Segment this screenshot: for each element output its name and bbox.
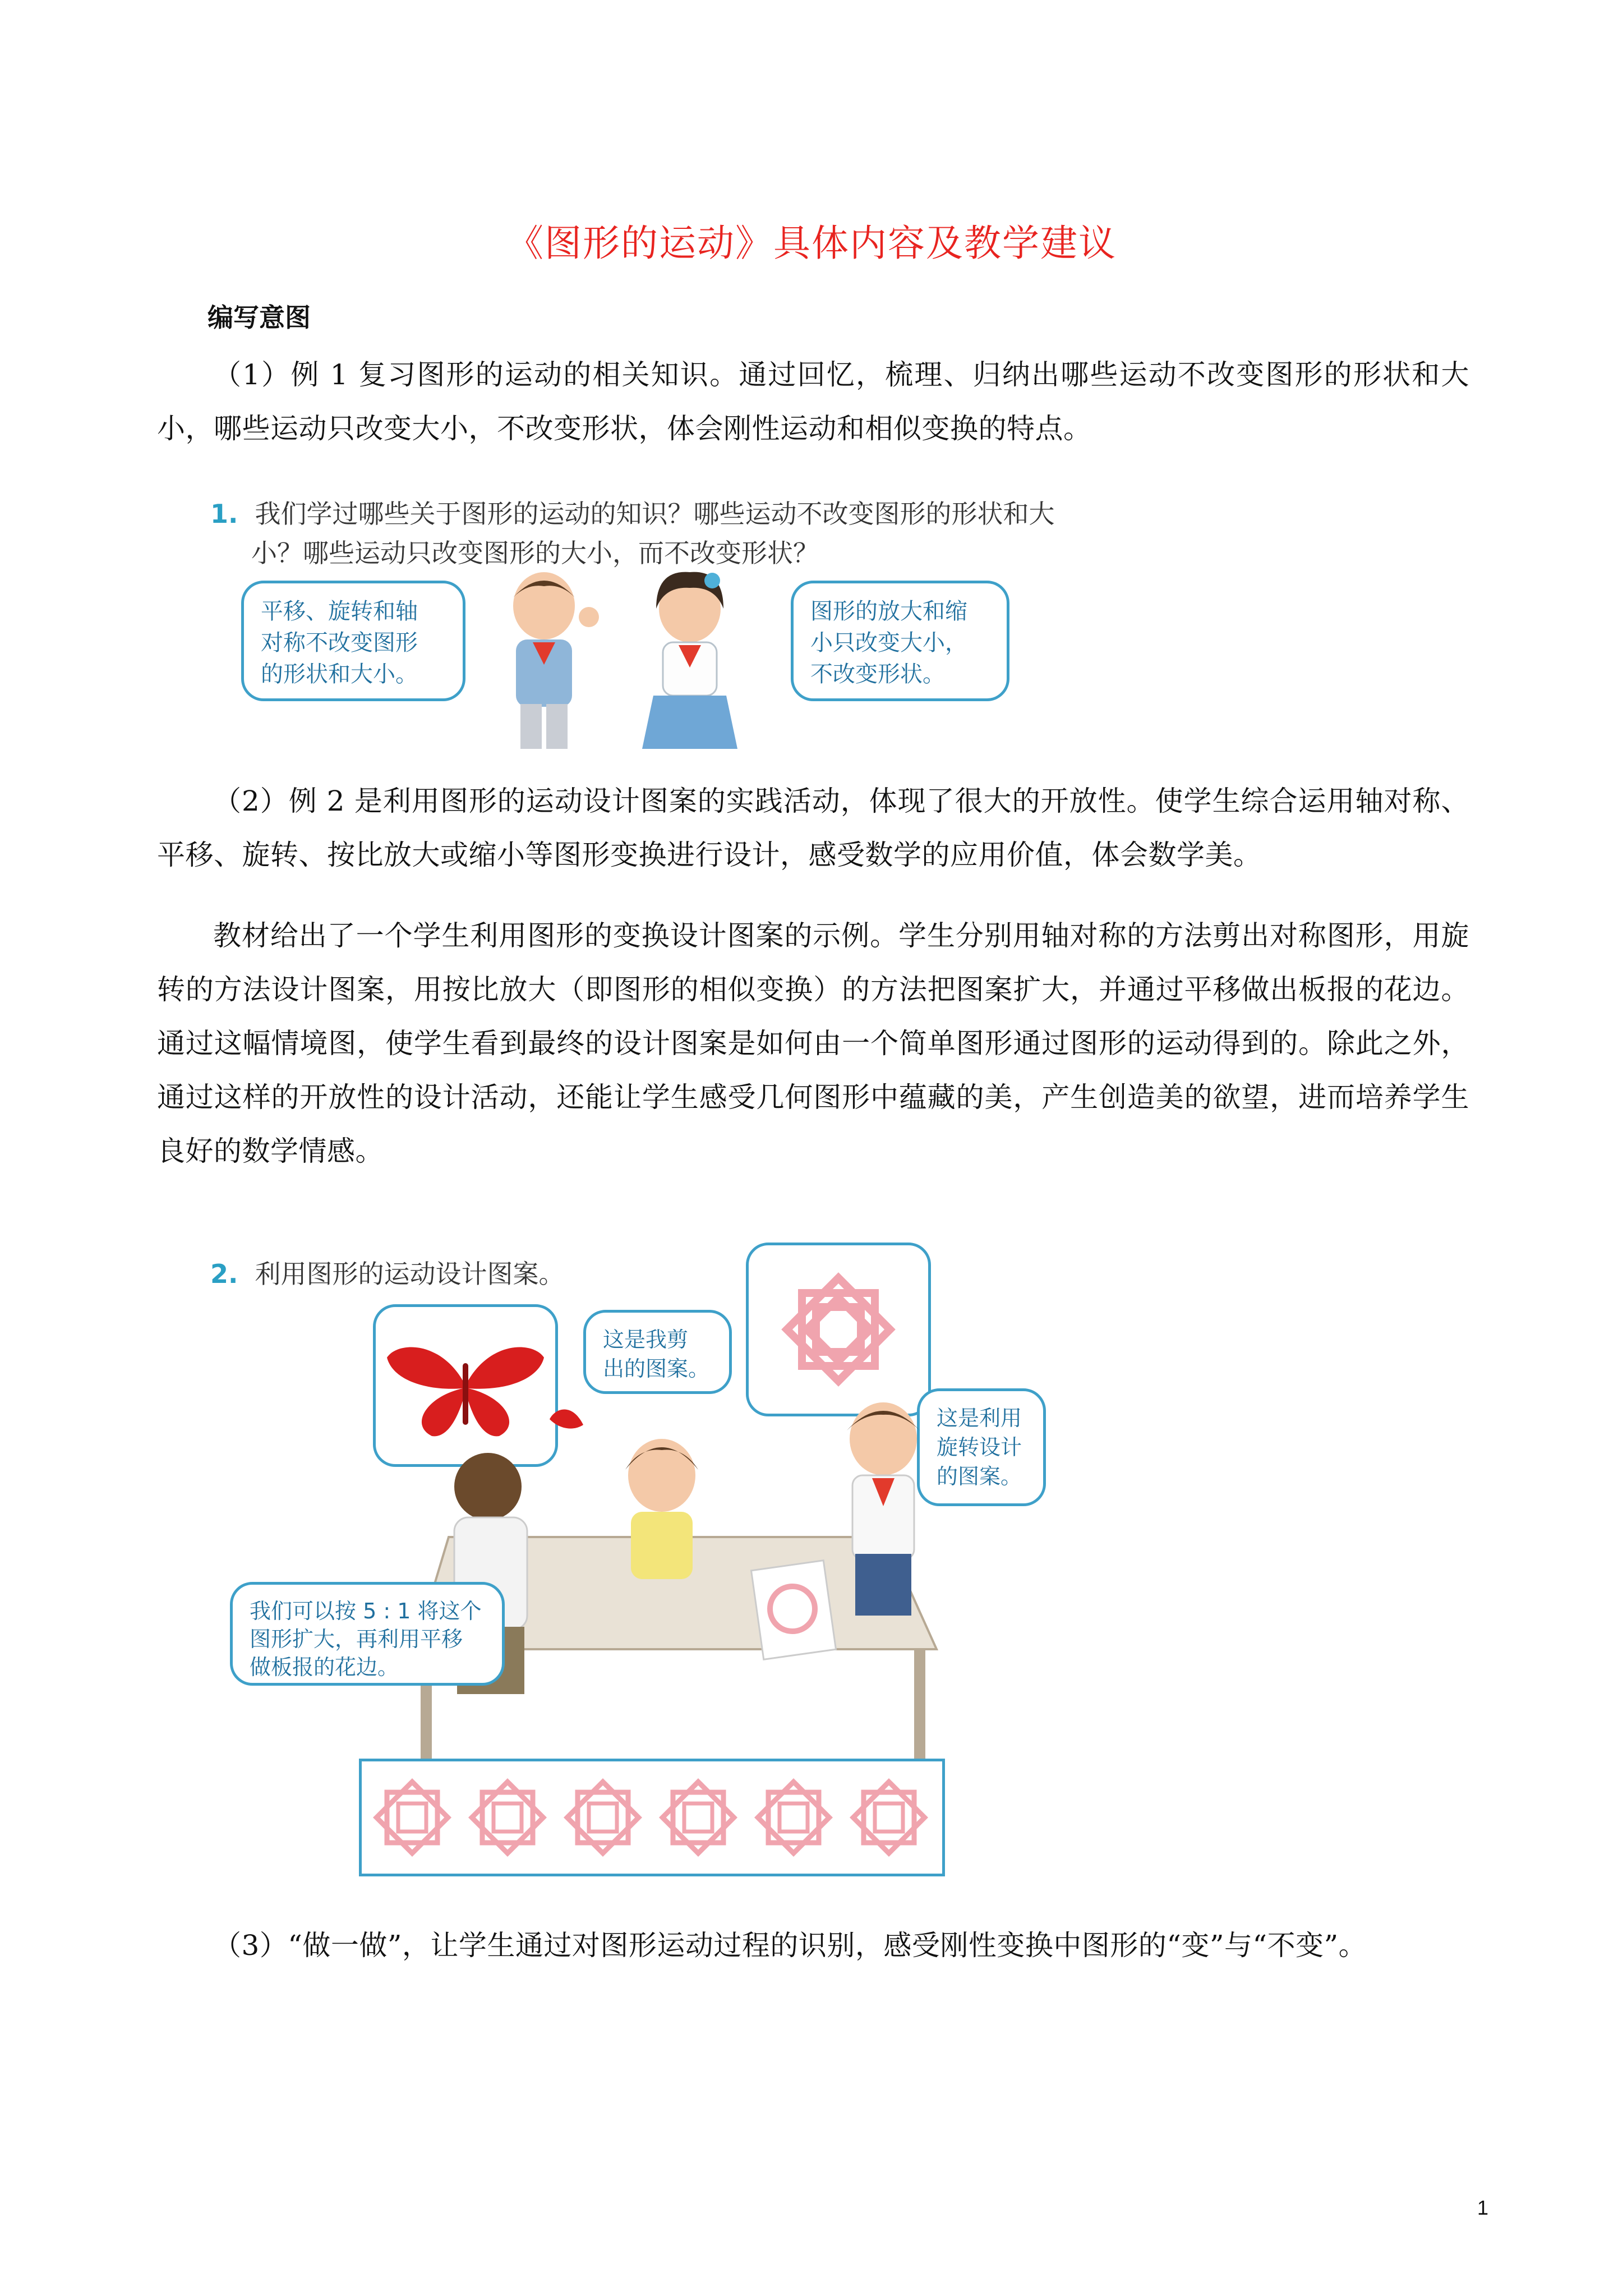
bubble-line: 的形状和大小。 — [261, 661, 418, 687]
example-1-question-text-1: 我们学过哪些关于图形的运动的知识？哪些运动不改变图形的形状和大 — [255, 499, 1055, 529]
speech-bubble-girl — [791, 581, 1009, 701]
page-title: 《图形的运动》具体内容及教学建议 — [506, 222, 1117, 265]
bubble-line: 小只改变大小， — [810, 630, 967, 656]
speech-bubble-boy — [241, 581, 465, 701]
bubble-line: 这是我剪 — [603, 1327, 689, 1352]
example-1-number: 1. — [210, 499, 238, 529]
translated-pattern-row — [362, 1761, 942, 1874]
bubble-line: 的图案。 — [937, 1464, 1022, 1489]
example-2-caption: 利用图形的运动设计图案。 — [255, 1259, 565, 1289]
boy-illustration — [477, 567, 611, 752]
paragraph-1: （1）例 1 复习图形的运动的相关知识。通过回忆，梳理、归纳出哪些运动不改变图形的形状和大小，哪些运动只改变大小，不改变形状，体会刚性运动和相似变换的特点。 — [157, 358, 1469, 445]
border-pattern-strip — [359, 1759, 945, 1876]
speech-bubble-girl-papercut — [583, 1310, 732, 1394]
example-1-question-line-2: 小？哪些运动只改变图形的大小，而不改变形状？ — [251, 538, 819, 568]
paragraph-2: （2）例 2 是利用图形的运动设计图案的实践活动，体现了很大的开放性。使学生综合运用轴对称、平移、旋转、按比放大或缩小等图形变换进行设计，感受数学的应用价值，体会数学美。 — [157, 785, 1469, 871]
paragraph-3: 教材给出了一个学生利用图形的变换设计图案的示例。学生分别用轴对称的方法剪出对称图形，用旋转的方法设计图案，用按比放大（即图形的相似变换）的方法把图案扩大，并通过平移做出板报的花边。通过这幅情境图，使学生看到最终的设计图案是如何由一个简单图形通过图形的运动得到的。除此之外，通过这样的开放性的设计活动，还能让学生感受几何图形中蕴藏的美，产生创造美的欲望，进而培养学生良好的数学情感。 — [157, 919, 1469, 1167]
bubble-line: 平移、旋转和轴 — [261, 599, 418, 624]
bubble-line: 图形扩大，再利用平移 — [250, 1627, 463, 1651]
example-2-number: 2. — [210, 1259, 238, 1289]
girl-illustration — [623, 567, 757, 752]
bubble-line: 出的图案。 — [603, 1356, 710, 1381]
bubble-line: 这是利用 — [937, 1406, 1022, 1430]
example-1-question-line-1 — [210, 494, 1054, 531]
paragraph-4: （3）“做一做”，让学生通过对图形运动过程的识别，感受刚性变换中图形的“变”与“不变”。 — [213, 1929, 1367, 1962]
bubble-line: 旋转设计 — [937, 1435, 1022, 1460]
bubble-line: 做板报的花边。 — [250, 1655, 399, 1680]
bubble-line: 对称不改变图形 — [261, 630, 418, 656]
section-heading: 编写意图 — [208, 302, 311, 333]
bubble-line: 图形的放大和缩 — [810, 599, 967, 624]
speech-bubble-scale — [230, 1582, 505, 1686]
bubble-line: 不改变形状。 — [810, 661, 945, 687]
page-number: 1 — [1477, 2196, 1488, 2219]
classroom-table-scene — [404, 1386, 965, 1767]
example-2-caption-line — [210, 1254, 564, 1291]
bubble-line: 我们可以按 5 : 1 将这个 — [250, 1599, 482, 1623]
